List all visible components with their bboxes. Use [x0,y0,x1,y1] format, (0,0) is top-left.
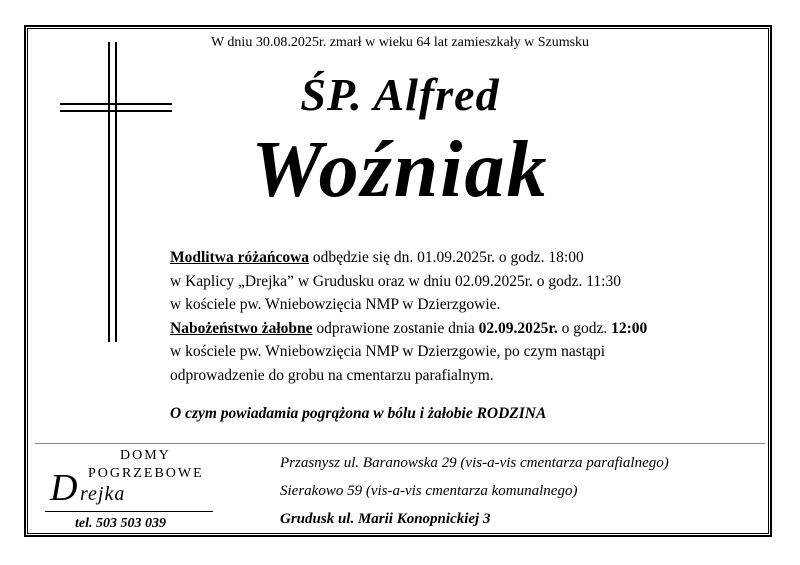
burial-line: odprowadzenie do grobu na cmentarzu parafialnym. [170,366,494,384]
logo-line-pogrzebowe: POGRZEBOWE [88,466,204,481]
mass-church-line: w kościele pw. Wniebowzięcia NMP w Dzierzgowie, po czym nastąpi [170,343,606,360]
address-przasnysz: Przasnysz ul. Baranowska 29 (vis-a-vis cmentarza parafialnego) [280,455,669,471]
rosary-time: odbędzie się dn. 01.09.2025r. o godz. 18:00 [309,249,584,266]
logo-brand-letter: D [50,467,78,509]
ceremony-details [170,246,730,387]
name-prefix: ŚP. Alfred [300,69,500,120]
mass-time: 12:00 [611,319,648,337]
mass-line [170,317,730,341]
mass-text-2: o godz. [557,319,612,337]
closing-line: O czym powiadamia pogrążona w bólu i żałobie RODZINA [170,405,547,422]
address-grudusk: Grudusk ul. Marii Konopnickiej 3 [280,511,491,527]
mass-date: 02.09.2025r. [478,319,558,337]
rosary-line [170,246,730,270]
logo-brand-name: rejka [80,483,126,505]
intro-line: W dniu 30.08.2025r. zmarł w wieku 64 lat zamieszkały w Szumsku [210,35,590,50]
logo-line-domy: DOMY [120,448,171,463]
mass-heading: Nabożeństwo żałobne [170,319,313,337]
church-line: w kościele pw. Wniebowzięcia NMP w Dzierzgowie. [170,296,501,313]
funeral-home-logo [40,448,220,533]
chapel-line: w Kaplicy „Drejka” w Grudusku oraz w dniu 02.09.2025r. o godz. 11:30 [170,272,621,290]
footer-divider [35,443,765,444]
phone-number: tel. 503 503 039 [75,516,166,531]
surname: Woźniak [251,126,549,214]
logo-underline [45,511,213,512]
mass-text: odprawione zostanie dnia [312,319,479,337]
address-sierakowo: Sierakowo 59 (vis-a-vis cmentarza komunalnego) [280,483,578,499]
rosary-heading: Modlitwa różańcowa [170,249,310,266]
